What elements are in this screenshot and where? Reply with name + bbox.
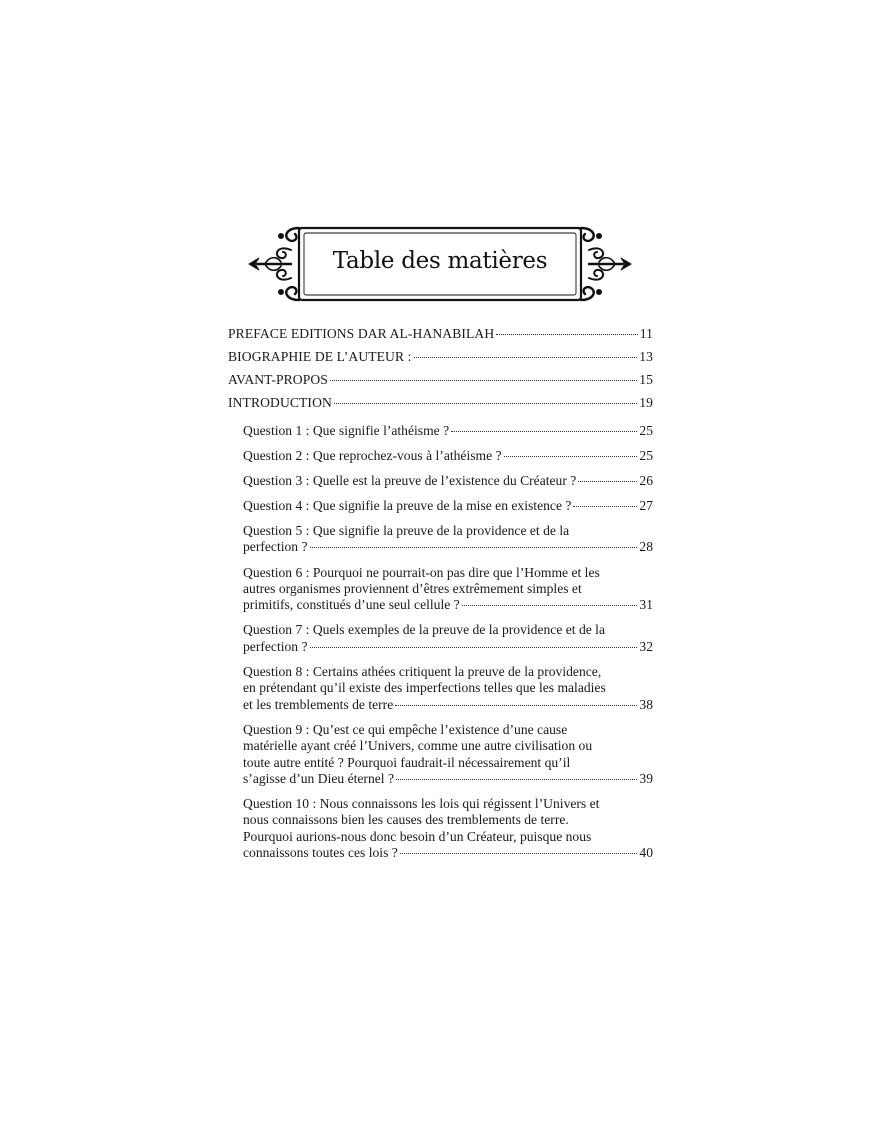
toc-entry-question-6[interactable] [243, 565, 653, 614]
toc-entry-line: matérielle ayant créé l’Univers, comme une autre civilisation ou [243, 738, 593, 754]
toc-page-number: 11 [639, 326, 653, 341]
toc-entry-line: Pourquoi aurions-nous donc besoin d’un Créateur, puisque nous [243, 828, 592, 844]
toc-entry-line: Question 8 : Certains athées critiquent la preuve de la providence, [243, 664, 602, 680]
toc-entry-label: BIOGRAPHIE DE L’AUTEUR : [228, 349, 412, 364]
toc-entry-line: Question 5 : Que signifie la preuve de la providence et de la [243, 523, 570, 538]
dot-leader [310, 647, 638, 648]
toc-entry-line: toute autre entité ? Pourquoi faudrait-il nécessairement qu’il [243, 754, 571, 770]
toc-entry-label: primitifs, constitués d’une seul cellule ? [243, 597, 460, 613]
dot-leader [414, 357, 638, 358]
toc-entry-last-line [243, 697, 653, 713]
toc-entry-label: INTRODUCTION [228, 395, 332, 410]
dot-leader [573, 506, 637, 507]
toc-page-number: 39 [639, 770, 653, 786]
toc-entry-label: perfection ? [243, 539, 308, 555]
toc-page-number: 27 [639, 498, 653, 513]
toc-entry-label: Question 1 : Que signifie l’athéisme ? [243, 423, 450, 438]
toc-entry-line: Question 7 : Quels exemples de la preuve de la providence et de la [243, 622, 605, 638]
toc-entry-label: Question 2 : Que reprochez-vous à l’athéisme ? [243, 448, 502, 463]
toc-page-number: 40 [639, 845, 653, 861]
toc-entry-label: Question 4 : Que signifie la preuve de la mise en existence ? [243, 498, 572, 513]
toc-entry-last-line [243, 845, 653, 861]
toc-entry-last-line [243, 639, 653, 655]
toc-page-number: 15 [639, 372, 653, 387]
dot-leader [504, 456, 638, 457]
dot-leader [496, 334, 637, 335]
toc-entry-label: connaissons toutes ces lois ? [243, 845, 398, 861]
toc-entry-label: perfection ? [243, 638, 308, 654]
toc-page-number: 26 [639, 473, 653, 488]
toc-entry-line: en prétendant qu’il existe des imperfections telles que les maladies [243, 680, 606, 696]
toc-entry-preface[interactable] [228, 326, 653, 349]
toc-entry-avant-propos[interactable] [228, 372, 653, 395]
page-title: Table des matières [332, 248, 548, 274]
table-of-contents [228, 326, 653, 870]
toc-page-number: 32 [639, 638, 653, 654]
toc-page-number: 25 [639, 448, 653, 463]
toc-page-number: 19 [639, 395, 653, 410]
toc-entry-label: PREFACE EDITIONS DAR AL-HANABILAH [228, 326, 495, 341]
toc-entry-biographie[interactable] [228, 349, 653, 372]
toc-entry-line: Question 10 : Nous connaissons les lois qui régissent l’Univers et [243, 796, 600, 812]
toc-page-number: 28 [639, 539, 653, 555]
dot-leader [395, 705, 637, 706]
toc-entry-last-line [243, 539, 653, 555]
toc-entry-question-5[interactable] [243, 523, 653, 556]
dot-leader [578, 481, 637, 482]
toc-entry-line: Question 9 : Qu’est ce qui empêche l’existence d’une cause [243, 721, 568, 737]
toc-entry-label: et les tremblements de terre [243, 696, 394, 712]
toc-page-number: 38 [639, 696, 653, 712]
dot-leader [462, 605, 638, 606]
toc-page-number: 13 [639, 349, 653, 364]
toc-entry-line: nous connaissons bien les causes des tremblements de terre. [243, 812, 569, 828]
toc-entry-line: Question 6 : Pourquoi ne pourrait-on pas dire que l’Homme et les [243, 564, 600, 580]
toc-entry-question-3[interactable] [243, 473, 653, 489]
toc-entry-question-9[interactable] [243, 722, 653, 787]
dot-leader [396, 779, 637, 780]
dot-leader [451, 431, 637, 432]
toc-entry-last-line [243, 771, 653, 787]
toc-entry-question-2[interactable] [243, 448, 653, 464]
dot-leader [330, 380, 637, 381]
toc-entry-label: AVANT-PROPOS [228, 372, 328, 387]
dot-leader [334, 403, 637, 404]
toc-entry-label: Question 3 : Quelle est la preuve de l’existence du Créateur ? [243, 473, 577, 488]
toc-entry-question-10[interactable] [243, 796, 653, 861]
toc-entry-last-line [243, 597, 653, 613]
toc-entry-introduction[interactable] [228, 395, 653, 418]
toc-entry-question-1[interactable] [243, 423, 653, 439]
dot-leader [400, 853, 638, 854]
dot-leader [310, 547, 638, 548]
toc-page-number: 31 [639, 597, 653, 613]
toc-entry-line: autres organismes proviennent d’êtres extrêmement simples et [243, 580, 582, 596]
toc-entry-question-4[interactable] [243, 498, 653, 514]
toc-entry-label: s’agisse d’un Dieu éternel ? [243, 770, 394, 786]
title-ornament-frame [247, 222, 633, 306]
toc-page-number: 25 [639, 423, 653, 438]
toc-entry-question-7[interactable] [243, 622, 653, 655]
toc-entry-question-8[interactable] [243, 664, 653, 713]
